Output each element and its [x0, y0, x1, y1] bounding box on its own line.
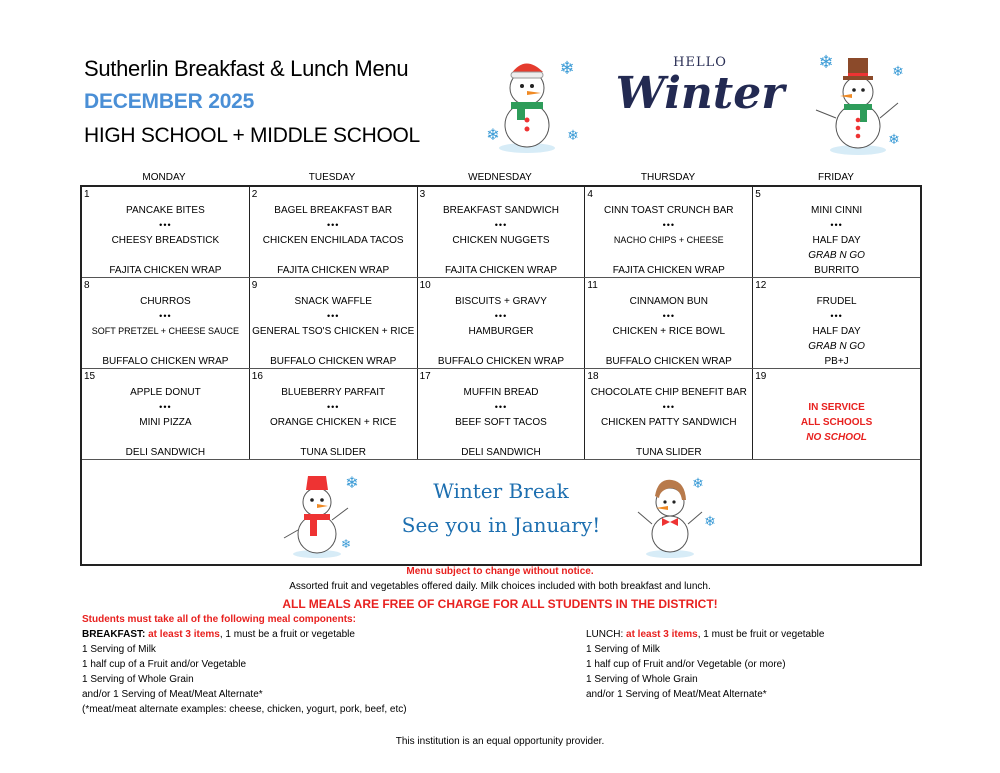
day-cell — [250, 278, 418, 368]
day-cell — [585, 278, 753, 368]
lunch-item: BEEF SOFT TACOS — [455, 417, 547, 428]
day-cell — [418, 278, 586, 368]
separator: ••• — [326, 311, 340, 321]
date-number: 5 — [755, 189, 761, 200]
day-cell — [585, 187, 753, 277]
separator: ••• — [662, 220, 676, 230]
day-tuesday: TUESDAY — [308, 172, 356, 183]
breakfast-item: BAGEL BREAKFAST BAR — [274, 205, 393, 216]
date-number: 8 — [84, 280, 90, 291]
breakfast-item: MINI CINNI — [811, 205, 863, 216]
lunch-item: CHICKEN + RICE BOWL — [612, 326, 726, 337]
separator: ••• — [494, 402, 508, 412]
breakfast-item: CINNAMON BUN — [629, 296, 708, 307]
day-cell — [418, 187, 586, 277]
separator: ••• — [662, 311, 676, 321]
all-schools-notice: ALL SCHOOLS — [800, 417, 873, 428]
date-number: 2 — [251, 189, 258, 200]
see-you-january-text: See you in January! — [401, 513, 601, 537]
breakfast-item: SNACK WAFFLE — [294, 296, 372, 307]
separator: ••• — [159, 402, 172, 412]
alt-item: DELI SANDWICH — [125, 447, 206, 458]
lunch-item: CHICKEN PATTY SANDWICH — [601, 417, 737, 428]
assorted-fruit-notice: Assorted fruit and vegetables offered daily. Milk choices included with both breakfast and lunch. — [289, 581, 711, 592]
day-cell — [585, 369, 753, 459]
breakfast-requirements — [82, 612, 407, 717]
breakfast-item: FRUDEL — [816, 296, 857, 307]
lunch-item-line: 1 half cup of Fruit and/or Vegetable (or more) — [586, 659, 786, 670]
date-number: 11 — [587, 280, 598, 291]
date-number: 18 — [587, 371, 599, 382]
alt-item: BURRITO — [814, 265, 859, 276]
breakfast-item-line: and/or 1 Serving of Meat/Meat Alternate* — [82, 689, 263, 700]
breakfast-rule: BREAKFAST: at least 3 items, 1 must be a fruit or vegetable — [82, 629, 355, 640]
svg-text:❄: ❄ — [486, 127, 500, 144]
alt-item: PB+J — [824, 356, 849, 367]
day-wednesday: WEDNESDAY — [468, 172, 532, 183]
snowman-top-hat-icon — [808, 48, 908, 158]
snowman-brown-hat-icon — [630, 468, 720, 560]
lunch-item: CHICKEN ENCHILADA TACOS — [262, 235, 404, 246]
winter-break-text: Winter Break — [433, 479, 569, 503]
breakfast-item-line: 1 Serving of Whole Grain — [82, 674, 194, 685]
svg-text:❄: ❄ — [345, 475, 359, 492]
day-thursday: THURSDAY — [640, 172, 696, 183]
breakfast-item: MUFFIN BREAD — [463, 387, 539, 398]
grab-n-go-note: GRAB N GO — [808, 341, 865, 352]
svg-text:❄: ❄ — [559, 58, 575, 78]
date-number: 4 — [587, 189, 593, 200]
date-number: 10 — [419, 280, 431, 291]
day-cell — [753, 369, 920, 459]
alt-item: DELI SANDWICH — [461, 447, 541, 458]
alt-item: BUFFALO CHICKEN WRAP — [102, 356, 229, 367]
day-monday: MONDAY — [142, 172, 186, 183]
menu-change-notice: Menu subject to change without notice. — [406, 566, 594, 577]
lunch-item: MINI PIZZA — [139, 417, 192, 428]
in-service-notice: IN SERVICE — [808, 402, 865, 413]
svg-text:❄: ❄ — [704, 513, 716, 529]
separator: ••• — [159, 311, 172, 321]
breakfast-item: CINN TOAST CRUNCH BAR — [604, 205, 734, 216]
day-cell — [753, 278, 920, 368]
date-number: 12 — [755, 280, 767, 291]
alt-item: FAJITA CHICKEN WRAP — [444, 265, 558, 276]
no-school-notice: NO SCHOOL — [806, 432, 867, 443]
lunch-item-line: 1 Serving of Whole Grain — [586, 674, 698, 685]
lunch-item: ORANGE CHICKEN + RICE — [269, 417, 397, 428]
alt-item: BUFFALO CHICKEN WRAP — [437, 356, 565, 367]
svg-text:❄: ❄ — [818, 52, 834, 72]
separator: ••• — [494, 220, 508, 230]
free-meals-notice: ALL MEALS ARE FREE OF CHARGE FOR ALL STUDENTS IN THE DISTRICT! — [282, 597, 718, 611]
svg-text:❄: ❄ — [888, 131, 900, 147]
separator: ••• — [830, 220, 843, 230]
alt-item: BUFFALO CHICKEN WRAP — [605, 356, 732, 367]
snowman-santa-hat-icon — [485, 50, 585, 155]
breakfast-item: BLUEBERRY PARFAIT — [281, 387, 386, 398]
breakfast-item: APPLE DONUT — [130, 387, 201, 398]
day-cell — [82, 369, 250, 459]
svg-text:❄: ❄ — [892, 63, 904, 79]
lunch-item: HALF DAY — [812, 235, 861, 246]
school-title: HIGH SCHOOL + MIDDLE SCHOOL — [84, 124, 420, 147]
day-cell — [82, 187, 250, 277]
date-number: 19 — [755, 371, 767, 382]
lunch-item-line: and/or 1 Serving of Meat/Meat Alternate* — [586, 689, 767, 700]
date-number: 3 — [419, 189, 426, 200]
lunch-item-line: 1 Serving of Milk — [586, 644, 660, 655]
breakfast-item: CHURROS — [140, 296, 191, 307]
week-row — [82, 187, 920, 278]
day-cell — [418, 369, 586, 459]
meat-alternate-examples: (*meat/meat alternate examples: cheese, chicken, yogurt, pork, beef, etc) — [82, 704, 407, 715]
lunch-item: GENERAL TSO'S CHICKEN + RICE — [252, 326, 415, 337]
alt-item: FAJITA CHICKEN WRAP — [277, 265, 390, 276]
date-number: 1 — [84, 189, 90, 200]
separator: ••• — [326, 220, 340, 230]
alt-item: FAJITA CHICKEN WRAP — [109, 265, 222, 276]
month-title: DECEMBER 2025 — [84, 90, 255, 113]
date-number: 9 — [251, 280, 258, 291]
equal-opportunity-footer: This institution is an equal opportunity provider. — [395, 736, 605, 747]
week-row — [82, 278, 920, 369]
day-cell — [250, 187, 418, 277]
alt-item: BUFFALO CHICKEN WRAP — [270, 356, 397, 367]
menu-calendar — [80, 185, 922, 566]
alt-item: TUNA SLIDER — [636, 447, 702, 458]
separator: ••• — [830, 311, 843, 321]
svg-text:❄: ❄ — [692, 475, 704, 491]
separator: ••• — [662, 402, 676, 412]
lunch-rule: LUNCH: at least 3 items, 1 must be fruit or vegetable — [586, 629, 825, 640]
alt-item: TUNA SLIDER — [300, 447, 366, 458]
lunch-item: NACHO CHIPS + CHEESE — [613, 235, 724, 245]
lunch-requirements — [586, 627, 824, 702]
week-row — [82, 369, 920, 460]
lunch-item: CHEESY BREADSTICK — [111, 235, 220, 246]
lunch-item: HALF DAY — [812, 326, 861, 337]
date-number: 16 — [251, 371, 263, 382]
breakfast-item: BISCUITS + GRAVY — [455, 296, 547, 307]
page-title: Sutherlin Breakfast & Lunch Menu — [84, 56, 409, 81]
breakfast-item-line: 1 Serving of Milk — [82, 644, 156, 655]
hello-winter-logo: HELLO Winter — [615, 55, 785, 119]
separator: ••• — [326, 402, 340, 412]
lunch-item: SOFT PRETZEL + CHEESE SAUCE — [91, 326, 240, 336]
grab-n-go-note: GRAB N GO — [808, 250, 865, 261]
lunch-item: HAMBURGER — [468, 326, 534, 337]
date-number: 15 — [84, 371, 96, 382]
breakfast-item-line: 1 half cup of a Fruit and/or Vegetable — [82, 659, 246, 670]
winter-break-banner — [82, 460, 920, 564]
svg-text:❄: ❄ — [567, 127, 579, 143]
weekday-header — [80, 172, 920, 183]
separator: ••• — [159, 220, 172, 230]
day-cell — [753, 187, 920, 277]
separator: ••• — [494, 311, 508, 321]
day-cell — [250, 369, 418, 459]
breakfast-item: CHOCOLATE CHIP BENEFIT BAR — [590, 387, 747, 398]
alt-item: FAJITA CHICKEN WRAP — [612, 265, 725, 276]
svg-text:❄: ❄ — [340, 537, 352, 551]
day-cell — [82, 278, 250, 368]
day-friday: FRIDAY — [818, 172, 854, 183]
requirements-intro: Students must take all of the following meal components: — [82, 614, 356, 625]
date-number: 17 — [419, 371, 431, 382]
breakfast-item: PANCAKE BITES — [126, 205, 205, 216]
lunch-item: CHICKEN NUGGETS — [452, 235, 550, 246]
breakfast-item: BREAKFAST SANDWICH — [443, 205, 559, 216]
